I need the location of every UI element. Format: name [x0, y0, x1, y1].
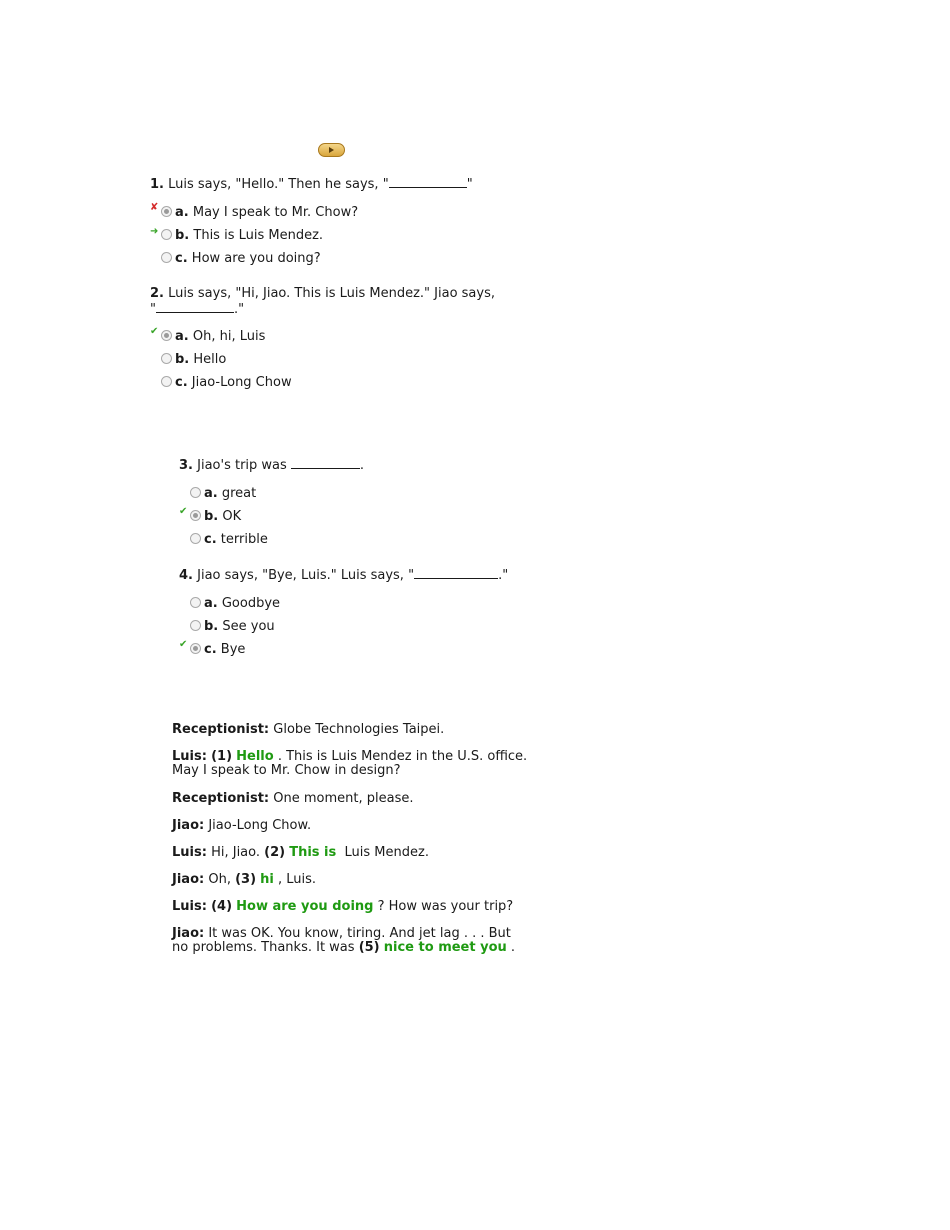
option-letter: a. [204, 596, 218, 611]
option-letter: c. [175, 251, 188, 266]
blank-number: (1) [211, 749, 233, 764]
option-letter: c. [175, 375, 188, 390]
option-4b[interactable] [190, 619, 275, 635]
radio-button[interactable] [161, 376, 172, 387]
question-number: 1. [150, 177, 164, 192]
option-label: Goodbye [221, 596, 281, 611]
radio-button-selected[interactable] [190, 510, 201, 521]
option-letter: b. [175, 352, 190, 367]
speaker-name: Receptionist: [172, 722, 270, 737]
filled-answer: This is [289, 845, 337, 860]
option-letter: b. [204, 509, 219, 524]
option-label: terrible [220, 532, 268, 547]
question-text: Jiao's trip was [197, 458, 291, 473]
radio-button[interactable] [190, 533, 201, 544]
correct-check-icon: ✔ [150, 326, 159, 337]
option-label: Oh, hi, Luis [192, 329, 266, 344]
filled-answer: nice to meet you [383, 940, 507, 955]
radio-button-selected[interactable] [161, 206, 172, 217]
option-label: great [221, 486, 257, 501]
option-4c[interactable] [190, 642, 245, 658]
radio-button[interactable] [161, 353, 172, 364]
dialogue-text: Luis Mendez. [344, 845, 429, 860]
question-text-end: ." [233, 302, 245, 317]
dialogue-text: , Luis. [278, 872, 317, 887]
dialogue-line-2 [172, 750, 552, 778]
question-4 [179, 567, 508, 583]
option-letter: a. [204, 486, 218, 501]
question-text-end: " [466, 177, 473, 192]
dialogue-line-1 [172, 723, 552, 737]
option-1a[interactable] [161, 205, 358, 221]
speaker-name: Luis: [172, 899, 207, 914]
option-letter: c. [204, 642, 217, 657]
radio-button[interactable] [161, 229, 172, 240]
dialogue-line-3 [172, 792, 552, 806]
blank-number: (3) [235, 872, 257, 887]
option-label: Bye [220, 642, 246, 657]
question-1 [150, 176, 473, 192]
dialogue-line-6 [172, 873, 552, 887]
radio-button[interactable] [190, 597, 201, 608]
speaker-name: Luis: [172, 845, 207, 860]
question-2 [150, 286, 495, 317]
speaker-name: Jiao: [172, 872, 205, 887]
option-2b[interactable] [161, 352, 226, 368]
question-number: 2. [150, 286, 164, 301]
option-2c[interactable] [161, 375, 292, 391]
option-letter: a. [175, 205, 189, 220]
dialogue-text: Oh, [208, 872, 231, 887]
dialogue-text: ? How was your trip? [377, 899, 514, 914]
speaker-name: Receptionist: [172, 791, 270, 806]
play-audio-button[interactable] [318, 143, 345, 157]
play-icon [329, 147, 334, 153]
dialogue-line-5 [172, 846, 552, 860]
option-label: Hello [193, 352, 227, 367]
dialogue-text: . This is Luis Mendez in the U.S. office. [277, 749, 528, 764]
dialogue-text: no problems. Thanks. It was [172, 940, 355, 955]
option-label: See you [222, 619, 275, 634]
question-3 [179, 457, 364, 473]
correct-check-icon: ✔ [179, 506, 188, 517]
dialogue-text: Globe Technologies Taipei. [273, 722, 445, 737]
question-text-end: . [359, 458, 365, 473]
radio-button-selected[interactable] [190, 643, 201, 654]
option-4a[interactable] [190, 596, 280, 612]
option-letter: a. [175, 329, 189, 344]
dialogue-text: One moment, please. [273, 791, 414, 806]
radio-button-selected[interactable] [161, 330, 172, 341]
question-number: 4. [179, 568, 193, 583]
option-1b[interactable] [161, 228, 323, 244]
option-2a[interactable] [161, 329, 265, 345]
dialogue-text: Jiao-Long Chow. [208, 818, 312, 833]
option-3a[interactable] [190, 486, 256, 502]
speaker-name: Luis: [172, 749, 207, 764]
correct-answer-arrow-icon: ➜ [150, 226, 159, 237]
dialogue-text: . [510, 940, 516, 955]
blank-number: (4) [211, 899, 233, 914]
answer-blank [291, 457, 360, 469]
question-text-end: ." [498, 568, 509, 583]
dialogue-text: It was OK. You know, tiring. And jet lag . . . But [208, 926, 511, 941]
correct-check-icon: ✔ [179, 639, 188, 650]
dialogue-line-7 [172, 900, 552, 914]
dialogue-line-8 [172, 927, 552, 955]
question-number: 3. [179, 458, 193, 473]
blank-number: (5) [358, 940, 380, 955]
question-text-quote: " [150, 302, 156, 317]
blank-number: (2) [264, 845, 286, 860]
dialogue-text: May I speak to Mr. Chow in design? [172, 763, 401, 778]
option-label: Jiao-Long Chow [191, 375, 292, 390]
filled-answer: How are you doing [236, 899, 374, 914]
option-label: OK [222, 509, 242, 524]
question-text: Jiao says, "Bye, Luis." Luis says, " [197, 568, 415, 583]
dialogue-text: Hi, Jiao. [211, 845, 260, 860]
speaker-name: Jiao: [172, 818, 205, 833]
option-letter: b. [175, 228, 190, 243]
option-letter: c. [204, 532, 217, 547]
answer-blank [389, 176, 467, 188]
radio-button[interactable] [190, 487, 201, 498]
speaker-name: Jiao: [172, 926, 205, 941]
filled-answer: Hello [236, 749, 274, 764]
dialogue-line-4 [172, 819, 552, 833]
option-3b[interactable] [190, 509, 241, 525]
radio-button[interactable] [190, 620, 201, 631]
option-letter: b. [204, 619, 219, 634]
option-3c[interactable] [190, 532, 268, 548]
answer-blank [414, 567, 498, 579]
radio-button[interactable] [161, 252, 172, 263]
option-1c[interactable] [161, 251, 321, 267]
question-text: Luis says, "Hello." Then he says, " [168, 177, 389, 192]
option-label: May I speak to Mr. Chow? [192, 205, 359, 220]
option-label: How are you doing? [191, 251, 321, 266]
incorrect-x-icon: ✘ [150, 202, 159, 213]
option-label: This is Luis Mendez. [193, 228, 324, 243]
filled-answer: hi [260, 872, 274, 887]
question-text: Luis says, "Hi, Jiao. This is Luis Mendez." Jiao says, [168, 286, 495, 301]
answer-blank [156, 301, 234, 313]
